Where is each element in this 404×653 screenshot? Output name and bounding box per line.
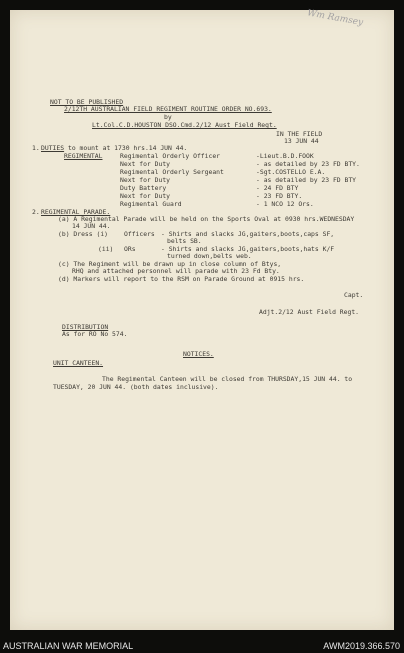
duty-row-label: Regimental Guard (120, 200, 182, 208)
officers-dress-cont: belts SB. (167, 237, 202, 245)
parade-heading: REGIMENTAL PARADE. (41, 208, 111, 216)
not-published-heading: NOT TO BE PUBLISHED (50, 98, 124, 106)
duty-row-label: Next for Duty (120, 160, 171, 168)
ors-dress-cont: turned down,belts web. (167, 252, 252, 260)
duties-number: 1. (32, 144, 40, 152)
dress-ii-label: (ii) (98, 245, 114, 253)
duty-row-value: -Lieut.B.D.FOOK (256, 152, 314, 160)
distribution-heading: DISTRIBUTION (62, 323, 109, 331)
duty-row-value: - as detailed by 23 FD BTY (256, 176, 357, 184)
signatory-rank: Capt. (344, 291, 364, 299)
document-page (10, 10, 394, 630)
parade-item-a: (a) A Regimental Parade will be held on the Sports Oval at 0930 hrs.WEDNESDAY (58, 215, 355, 223)
duty-row-label: Duty Battery (120, 184, 167, 192)
duty-row-label: Regimental Orderly Officer (120, 152, 221, 160)
canteen-notice: The Regimental Canteen will be closed from THURSDAY,15 JUN 44. to (102, 375, 353, 383)
officers-dress: - Shirts and slacks JG,gaiters,boots,caps SF, (161, 230, 335, 238)
archive-footer (0, 640, 404, 653)
location-text: IN THE FIELD (276, 130, 323, 138)
duty-row-label: Regimental Orderly Sergeant (120, 168, 224, 176)
parade-number: 2. (32, 208, 40, 216)
by-text: by (164, 113, 172, 121)
officers-label: Officers (124, 230, 155, 238)
parade-item-c-cont: RHQ and attached personnel will parade with 23 Fd Bty. (72, 267, 280, 275)
duty-row-label: Next for Duty (120, 176, 171, 184)
duty-row-value: - 24 FD BTY (256, 184, 299, 192)
handwritten-signature: Wm Ramsey (306, 8, 364, 29)
duty-row-value: - 1 NCO 12 Ors. (256, 200, 314, 208)
duty-row-value: - 23 FD BTY. (256, 192, 303, 200)
notices-heading: NOTICES. (183, 350, 214, 358)
order-date: 13 JUN 44 (284, 137, 319, 145)
parade-item-a-cont: 14 JUN 44. (72, 222, 111, 230)
ors-dress: - Shirts and slacks JG,gaiters,boots,hats K/F (161, 245, 335, 253)
duty-row-value: -Sgt.COSTELLO E.A. (256, 168, 326, 176)
duty-row-value: - as detailed by 23 FD BTY. (256, 160, 360, 168)
duties-heading: DUTIES (41, 144, 65, 152)
unit-canteen-heading: UNIT CANTEEN. (53, 359, 104, 367)
distribution-text: As for RO No 574. (62, 330, 128, 338)
regimental-section-label: REGIMENTAL (64, 152, 103, 160)
duties-intro: to mount at 1730 hrs.14 JUN 44. (68, 144, 188, 152)
parade-item-c: (c) The Regiment will be drawn up in close column of Btys, (58, 260, 282, 268)
parade-item-d: (d) Markers will report to the RSM on Parade Ground at 0915 hrs. (58, 275, 305, 283)
dress-label: (b) Dress (i) (58, 230, 109, 238)
canteen-notice-cont: TUESDAY, 20 JUN 44. (both dates inclusive). (53, 383, 219, 391)
signatory-appointment: Adjt.2/12 Aust Field Regt. (259, 308, 360, 316)
footer-reference-id: AWM2019.366.570 (323, 641, 400, 651)
duty-row-label: Next for Duty (120, 192, 171, 200)
ors-label: ORs (124, 245, 136, 253)
commander-line: Lt.Col.C.D.HOUSTON DSO.Cmd.2/12 Aust Field Regt. (92, 121, 277, 129)
routine-order-title: 2/12TH AUSTRALIAN FIELD REGIMENT ROUTINE ORDER NO.693. (64, 105, 272, 113)
footer-institution: AUSTRALIAN WAR MEMORIAL (3, 641, 134, 651)
